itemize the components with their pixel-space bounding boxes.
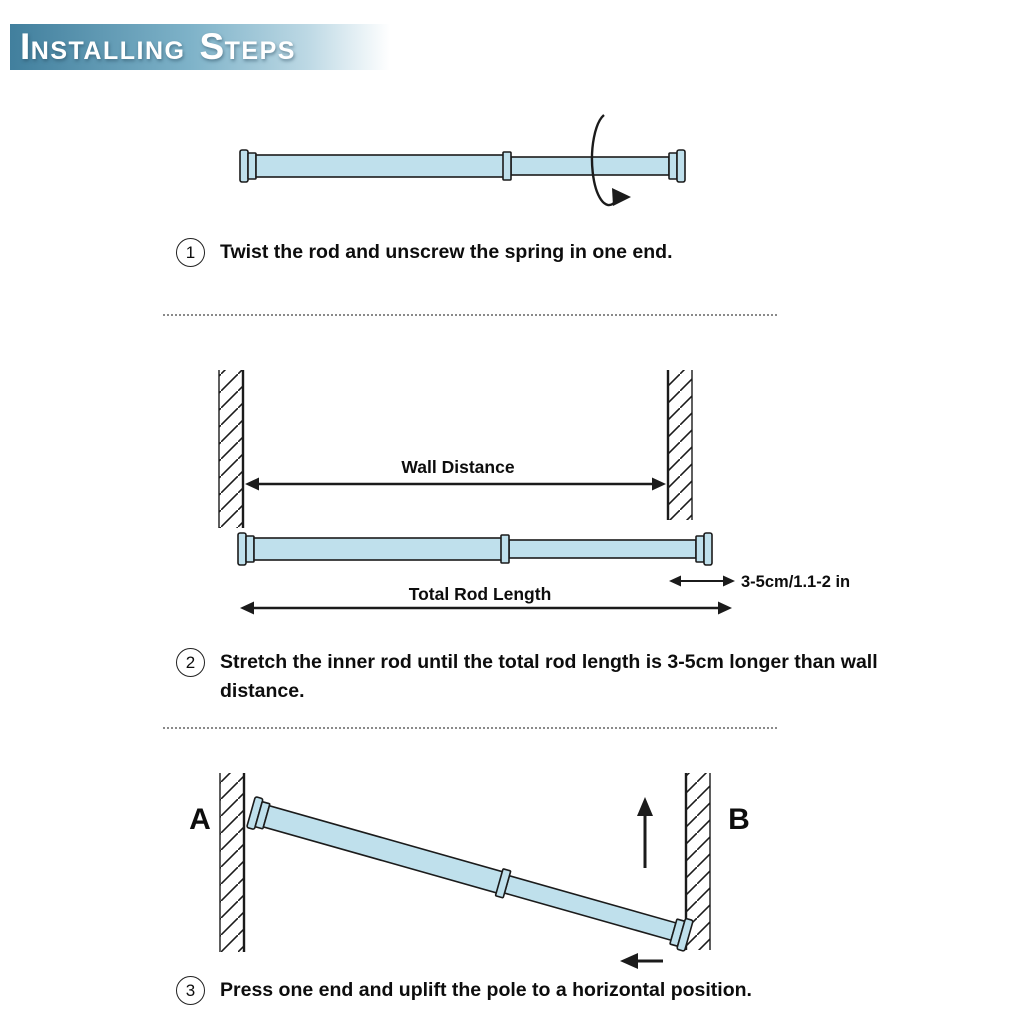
press-arrow-icon — [620, 953, 663, 969]
rod-diagram-step3 — [247, 797, 694, 952]
step-text-2: Stretch the inner rod until the total rod length is 3-5cm longer than wall distance. — [220, 651, 878, 702]
step-text-1: Twist the rod and unscrew the spring in one end. — [220, 241, 673, 263]
rod-diagram-step2 — [238, 533, 712, 565]
step-number-badge-1 — [176, 238, 205, 267]
wall-label-b: B — [728, 803, 750, 836]
wall-left-step2 — [219, 370, 243, 528]
page-title-rest-1: NSTALLING — [30, 37, 186, 65]
step-caption-1 — [176, 238, 673, 267]
page-title-initial-2: S — [199, 26, 225, 67]
step-number-2: 2 — [185, 652, 196, 672]
rod-diagram-step1 — [240, 150, 685, 182]
extra-length-label: 3-5cm/1.1-2 in — [741, 573, 851, 591]
wall-distance-label: Wall Distance — [401, 457, 515, 477]
step-number-badge-2 — [176, 648, 205, 677]
total-length-label: Total Rod Length — [408, 584, 552, 604]
step-text-3: Press one end and uplift the pole to a horizontal position. — [220, 979, 752, 1001]
extra-length-arrow — [669, 576, 735, 587]
uplift-arrow-icon — [637, 797, 653, 868]
page-title-initial-1: I — [20, 26, 31, 67]
step-number-1: 1 — [185, 242, 196, 262]
section-divider-2 — [163, 727, 777, 729]
wall-distance-arrow — [245, 478, 666, 491]
step-caption-3 — [176, 976, 752, 1005]
wall-left-step3 — [220, 773, 244, 952]
page-title-rest-2: TEPS — [224, 37, 296, 65]
step-caption-2 — [176, 648, 930, 706]
wall-right-step2 — [668, 370, 692, 520]
step-number-badge-3 — [176, 976, 205, 1005]
section-divider-1 — [163, 314, 777, 316]
wall-label-a: A — [189, 803, 211, 836]
step-number-3: 3 — [185, 980, 196, 1000]
